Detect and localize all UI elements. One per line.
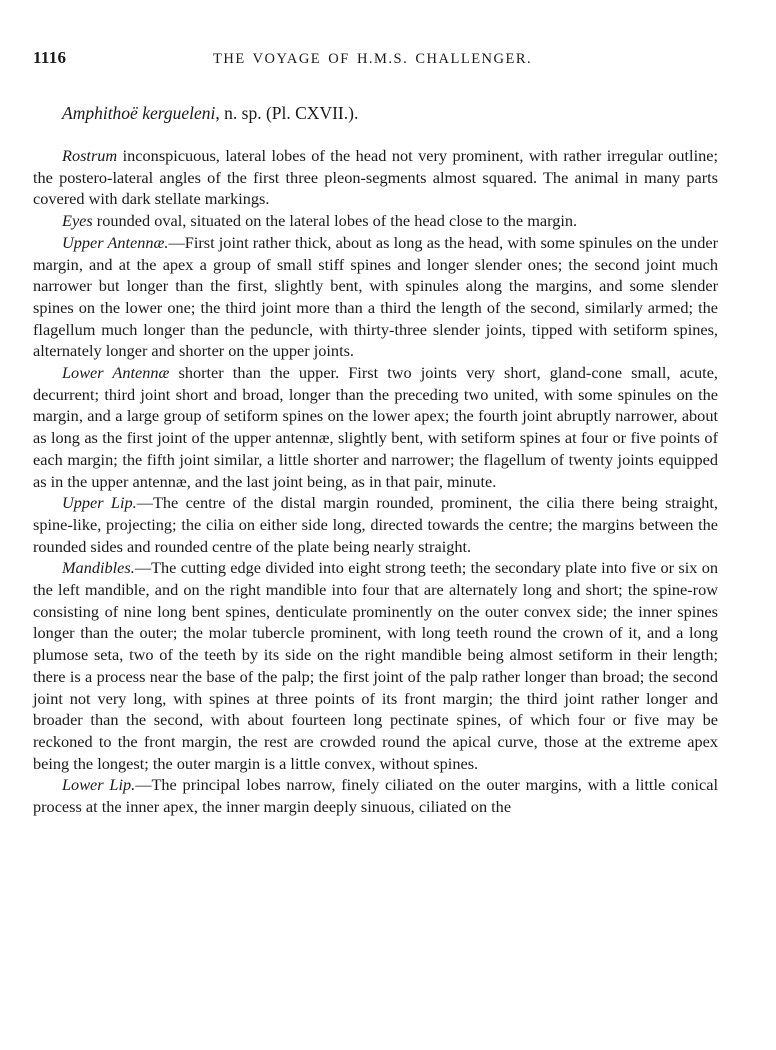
paragraph-lead: Lower Antennæ	[62, 363, 170, 383]
paragraph-lead: Lower Lip.	[62, 775, 136, 795]
paragraph-text: —The principal lobes narrow, finely ciliated on the outer margins, with a little conical process at the inner apex, the inner margin deeply sinuous, ciliated on the	[33, 775, 718, 817]
paragraph-text: shorter than the upper. First two joints very short, gland-cone small, acute, decurrent; third joint short and broad, longer than the preceding two united, with some spinules on the margin, and a large group of setiform spines on the lower apex; the fourth joint abruptly narrower, about as long as the first joint of the upper antennæ, slightly bent, with setiform spines at four or five points of each margin; the fifth joint similar, a little shorter and narrower; the flagellum of twenty joints equipped as in the upper antennæ, and the last joint being, as in that pair, minute.	[33, 363, 718, 491]
page-number: 1116	[33, 48, 67, 67]
paragraph-lower-lip	[33, 774, 718, 817]
paragraph-text: rounded oval, situated on the lateral lobes of the head close to the margin.	[92, 211, 578, 231]
description-body	[33, 145, 718, 818]
paragraph-mandibles	[33, 557, 718, 774]
paragraph-text: —First joint rather thick, about as long as the head, with some spinules on the under margin, and at the apex a group of small stiff spines and longer slender ones; the second joint much narrower but longer than the first, slightly bent, with spinules along the margins, and some slender spines on the lower one; the third joint more than a third the length of the second, similarly armed; the flagellum much longer than the peduncle, with thirty-three slender joints, tipped with setiform spines, alternately longer and shorter on the upper joints.	[33, 232, 718, 361]
paragraph-eyes	[33, 210, 718, 232]
paragraph-upper-antennae	[33, 232, 718, 362]
page-header	[33, 48, 718, 76]
species-heading	[62, 102, 718, 124]
paragraph-rostrum	[33, 145, 718, 210]
paragraph-lead: Mandibles.	[62, 558, 135, 578]
paragraph-lower-antennae	[33, 362, 718, 492]
paragraph-lead: Upper Antennæ.	[62, 232, 169, 252]
species-name: Amphithoë kergueleni	[62, 103, 216, 123]
paragraph-lead: Rostrum	[62, 146, 118, 165]
paragraph-upper-lip	[33, 492, 718, 557]
paragraph-text: —The centre of the distal margin rounded, prominent, the cilia there being straight, spine-like, projecting; the cilia on either side long, directed towards the centre; the margins between the rounded sides and rounded centre of the plate being nearly straight.	[33, 493, 718, 556]
running-title: THE VOYAGE OF H.M.S. CHALLENGER.	[213, 51, 533, 67]
species-designation: , n. sp. (Pl. CXVII.).	[215, 103, 359, 123]
paragraph-lead: Upper Lip.	[62, 493, 137, 513]
paragraph-lead: Eyes	[62, 211, 93, 231]
paragraph-text: inconspicuous, lateral lobes of the head not very prominent, with rather irregular outline; the postero-lateral angles of the first three pleon-segments almost squared. The animal in many parts covered with dark stellate markings.	[33, 146, 718, 209]
paragraph-text: —The cutting edge divided into eight strong teeth; the secondary plate into five or six on the left mandible, and on the right mandible into four that are alternately long and short; the spine-row consisting of nine long bent spines, denticulate prominently on the outer convex side; the inner spines longer than the outer; the molar tubercle prominent, with long teeth round the crown of it, and a long plumose seta, two of the teeth by its side on the right mandible being almost setiform in their length; there is a process near the base of the palp; the first joint of the palp rather longer than broad; the second joint not very long, with spines at three points of its front margin; the third joint rather longer and broader than the second, with about fourteen long pectinate spines, of which four or five may be reckoned to the front margin, the rest are crowded round the apical curve, those at the extreme apex being the longest; the outer margin is a little convex, without spines.	[33, 558, 718, 773]
